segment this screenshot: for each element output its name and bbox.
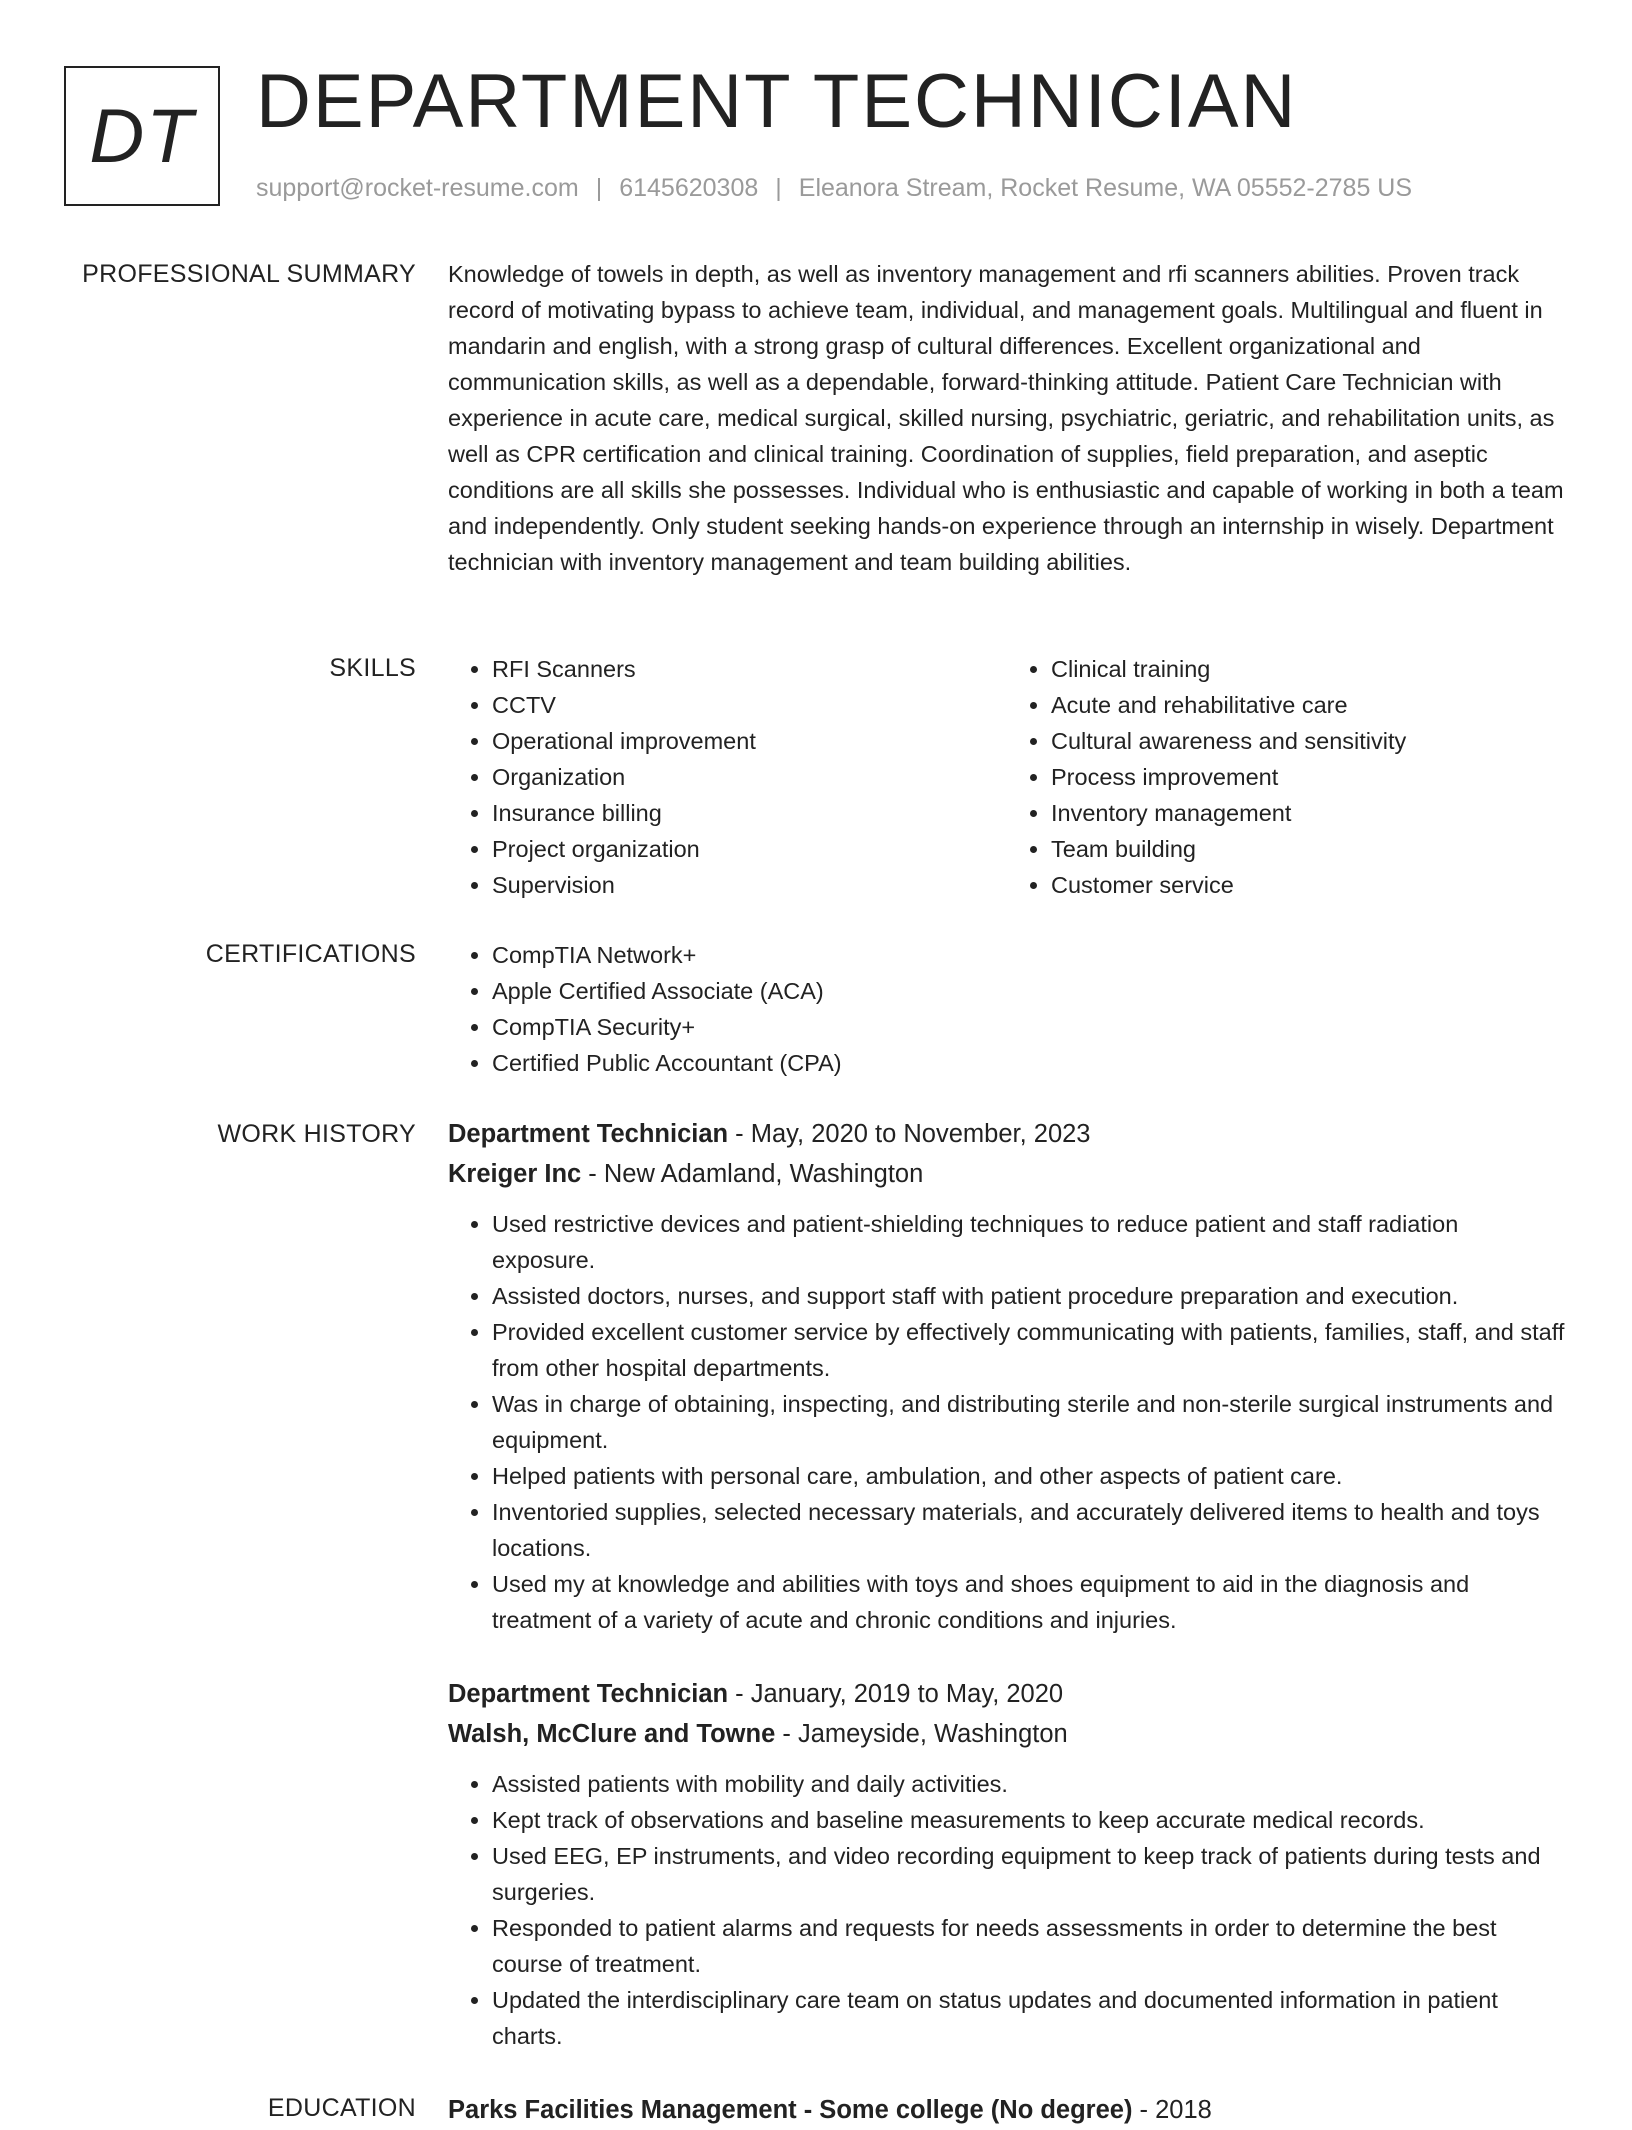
skill-item: • Process improvement	[1051, 759, 1566, 795]
certification-item: • Certified Public Accountant (CPA)	[492, 1045, 1566, 1081]
job-duties-list	[448, 1766, 1566, 2054]
job-company-line	[448, 1154, 1566, 1194]
skill-item: • Clinical training	[1051, 651, 1566, 687]
education-year: - 2018	[1132, 2096, 1212, 2124]
job-duty: • Assisted doctors, nurses, and support staff with patient procedure preparation and execution.	[492, 1278, 1566, 1314]
skill-item: • Operational improvement	[492, 723, 1007, 759]
job-duty: • Inventoried supplies, selected necessary materials, and accurately delivered items to health and toys locations.	[492, 1494, 1566, 1566]
skills-list-left	[448, 651, 1007, 903]
job-company: Walsh, McClure and Towne	[448, 1720, 776, 1748]
summary-body	[448, 256, 1566, 580]
contact-email[interactable]: support@rocket-resume.com	[256, 174, 579, 202]
job-duty: • Responded to patient alarms and requests for needs assessments in order to determine the best course of treatment.	[492, 1910, 1566, 1982]
skills-body	[448, 651, 1566, 903]
job-duty: • Kept track of observations and baseline measurements to keep accurate medical records.	[492, 1802, 1566, 1838]
certification-item: • CompTIA Network+	[492, 937, 1566, 973]
work-history-heading: WORK HISTORY	[217, 1120, 416, 1148]
certifications-heading: CERTIFICATIONS	[205, 940, 416, 968]
education-heading: EDUCATION	[267, 2094, 416, 2122]
contact-line	[256, 174, 1412, 203]
job-duty: • Assisted patients with mobility and daily activities.	[492, 1766, 1566, 1802]
job-duty: • Used restrictive devices and patient-shielding techniques to reduce patient and staff radiation exposure.	[492, 1206, 1566, 1278]
job-title-line	[448, 1674, 1566, 1714]
job-company-line	[448, 1714, 1566, 1754]
education-line	[448, 2090, 1566, 2130]
education-body	[448, 2090, 1566, 2130]
skill-item: • Inventory management	[1051, 795, 1566, 831]
skill-item: • Team building	[1051, 831, 1566, 867]
candidate-name: DEPARTMENT TECHNICIAN	[256, 59, 1298, 144]
skill-item: • RFI Scanners	[492, 651, 1007, 687]
job-dates: - May, 2020 to November, 2023	[728, 1120, 1091, 1148]
certification-item: • CompTIA Security+	[492, 1009, 1566, 1045]
contact-address: Eleanora Stream, Rocket Resume, WA 05552-2785 US	[798, 174, 1413, 202]
job-title-line	[448, 1114, 1566, 1154]
job-dates: - January, 2019 to May, 2020	[728, 1680, 1064, 1708]
skill-item: • Project organization	[492, 831, 1007, 867]
job-duty: • Updated the interdisciplinary care team on status updates and documented information in patient charts.	[492, 1982, 1566, 2054]
job-entry	[448, 1674, 1566, 2054]
skill-item: • Organization	[492, 759, 1007, 795]
job-duty: • Used my at knowledge and abilities with toys and shoes equipment to aid in the diagnosis and treatment of a variety of acute and chronic conditions and injuries.	[492, 1566, 1566, 1638]
job-duty: • Provided excellent customer service by effectively communicating with patients, families, staff, and staff from other hospital departments.	[492, 1314, 1566, 1386]
job-duty: • Used EEG, EP instruments, and video recording equipment to keep track of patients during tests and surgeries.	[492, 1838, 1566, 1910]
skill-item: • Cultural awareness and sensitivity	[1051, 723, 1566, 759]
certification-item: • Apple Certified Associate (ACA)	[492, 973, 1566, 1009]
monogram-badge: DT	[64, 66, 220, 206]
skill-item: • Supervision	[492, 867, 1007, 903]
job-location: - Jameyside, Washington	[775, 1720, 1068, 1748]
skill-item: • Customer service	[1051, 867, 1566, 903]
summary-heading: PROFESSIONAL SUMMARY	[82, 260, 416, 288]
education-school: Parks Facilities Management - Some college (No degree)	[448, 2096, 1133, 2124]
skills-list-right	[1007, 651, 1566, 903]
skill-item: • CCTV	[492, 687, 1007, 723]
job-title: Department Technician	[448, 1120, 729, 1148]
job-location: - New Adamland, Washington	[581, 1160, 924, 1188]
summary-text: Knowledge of towels in depth, as well as inventory management and rfi scanners abilities. Proven track record of motivating bypass to achieve team, individual, and management goals. Multilingual and fluent in mandarin and english, with a strong grasp of cultural differences. Excellent organizational and communication skills, as well as a dependable, forward-thinking attitude. Patient Care Technician with experience in acute care, medical surgical, skilled nursing, psychiatric, geriatric, and rehabilitation units, as well as CPR certification and clinical training. Coordination of supplies, field preparation, and aseptic conditions are all skills she possesses. Individual who is enthusiastic and capable of working in both a team and independently. Only student seeking hands-on experience through an internship in wisely. Department technician with inventory management and team building abilities.	[448, 261, 1564, 575]
certifications-body	[448, 937, 1566, 1081]
job-company: Kreiger Inc	[448, 1160, 582, 1188]
contact-phone[interactable]: 6145620308	[619, 174, 759, 202]
job-duty: • Helped patients with personal care, ambulation, and other aspects of patient care.	[492, 1458, 1566, 1494]
job-duties-list	[448, 1206, 1566, 1638]
contact-separator: |	[775, 174, 782, 202]
contact-separator: |	[595, 174, 603, 202]
skill-item: • Insurance billing	[492, 795, 1007, 831]
skills-heading: SKILLS	[329, 654, 416, 682]
certifications-list	[448, 937, 1566, 1081]
job-duty: • Was in charge of obtaining, inspecting, and distributing sterile and non-sterile surgical instruments and equipment.	[492, 1386, 1566, 1458]
job-title: Department Technician	[448, 1680, 729, 1708]
skill-item: • Acute and rehabilitative care	[1051, 687, 1566, 723]
job-entry	[448, 1114, 1566, 1638]
